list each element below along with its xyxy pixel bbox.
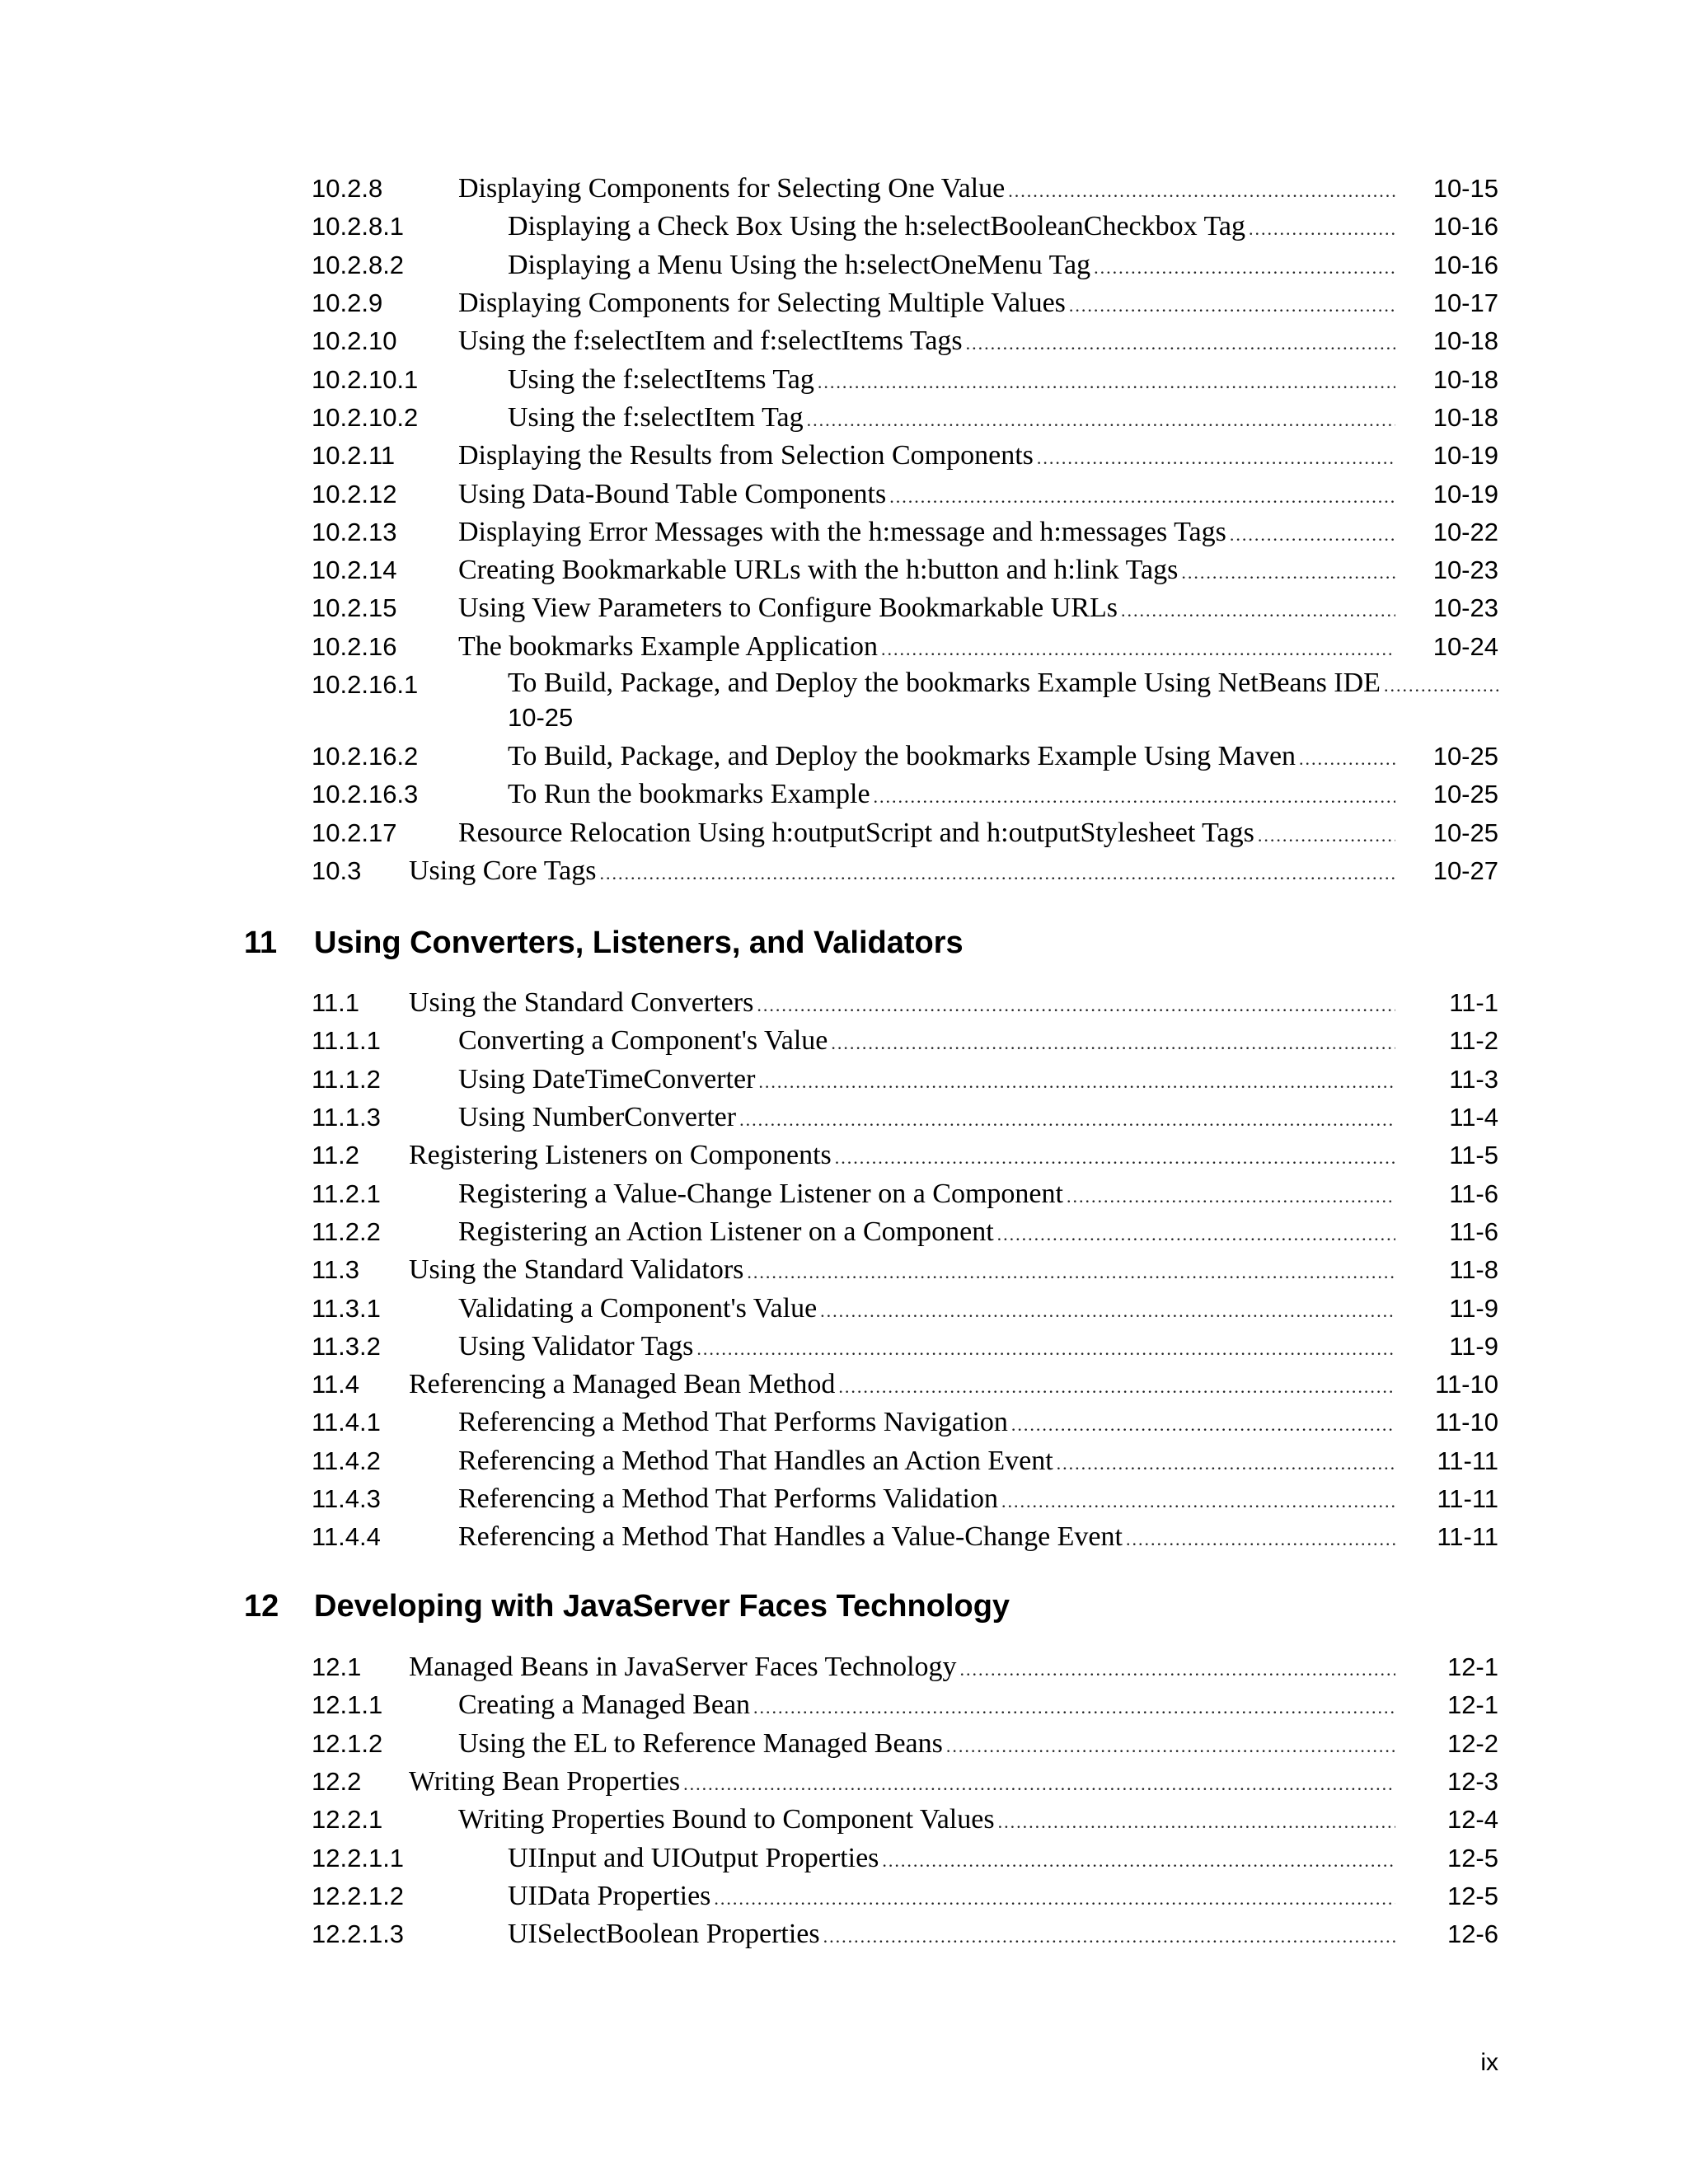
dot-leader [1001,1491,1395,1512]
toc-entry-number: 11.3.1 [312,1293,381,1323]
dot-leader [1121,600,1395,621]
toc-entry-number: 12.2.1.1 [312,1843,405,1872]
toc-entry-title: UISelectBoolean Properties [508,1919,820,1950]
chapter-title: Using Converters, Listeners, and Validators [314,926,964,960]
toc-entry-page: 11-11 [1437,1484,1498,1513]
dot-leader [1249,218,1395,240]
dot-leader [997,1224,1395,1245]
dot-leader [714,1888,1395,1910]
toc-entry-page: 11-10 [1435,1408,1498,1437]
toc-entry-title: Creating a Managed Bean [458,1690,751,1721]
toc-entry[interactable] [312,666,1498,738]
toc-entry-page: 10-24 [1432,631,1498,661]
toc-entry-number: 12.2.1.2 [312,1881,405,1910]
toc-entry-title: Referencing a Method That Performs Validation [458,1483,998,1514]
toc-entry-number: 11.2 [312,1141,360,1170]
dot-leader [1258,825,1395,846]
toc-entry[interactable] [312,1915,1498,1953]
toc-entry-page: 11-5 [1449,1141,1498,1170]
dot-leader [831,1033,1395,1054]
toc-entry-number: 10.2.8 [312,174,383,204]
chapter-number: 12 [244,1589,279,1624]
toc-entry-page: 10-25 [1432,780,1498,809]
dot-leader [835,1147,1395,1169]
dot-leader [1008,180,1395,202]
dot-leader [757,995,1395,1016]
toc-entry-page: 11-3 [1449,1064,1498,1094]
toc-entry[interactable] [312,1648,1498,1686]
toc-entry-page: 10-18 [1432,402,1498,432]
dot-leader [946,1736,1395,1757]
toc-entry[interactable] [312,208,1498,246]
toc-entry-title: Using the f:selectItem and f:selectItems Tags [458,326,963,357]
toc-entry-title: Using Validator Tags [458,1330,694,1361]
toc-entry-title: Using Data-Bound Table Components [458,478,887,509]
toc-entry-page: 11-1 [1449,988,1498,1018]
toc-entry[interactable] [312,984,1498,1022]
dot-leader [747,1262,1395,1283]
dot-leader [838,1376,1395,1398]
toc-entry[interactable] [312,1099,1498,1137]
toc-entry-title: Using NumberConverter [458,1102,737,1133]
toc-entry-title: Displaying Components for Selecting One Value [458,173,1006,204]
dot-leader [1037,448,1395,469]
toc-entry-number: 11.4.2 [312,1446,381,1475]
toc-entry-title: UIInput and UIOutput Properties [508,1842,879,1873]
toc-entry-page: 11-11 [1437,1522,1498,1552]
toc-entry-title: Referencing a Method That Handles an Action Event [458,1445,1053,1476]
toc-entry[interactable] [312,776,1498,813]
toc-entry-number: 10.2.8.1 [312,212,405,241]
dot-leader [758,1071,1395,1093]
toc-entry[interactable] [312,1366,1498,1404]
toc-entry-number: 11.4.3 [312,1484,381,1513]
dot-leader [966,333,1395,354]
toc-entry-title: Displaying Components for Selecting Multiple Values [458,288,1066,319]
toc-entry-number: 10.2.10 [312,326,397,356]
toc-entry-page: 10-16 [1432,212,1498,241]
toc-entry-number: 10.2.16.3 [312,780,419,809]
toc-entry-page: 12-5 [1447,1881,1498,1910]
toc-entry-page: 10-23 [1432,593,1498,623]
toc-entry[interactable] [312,589,1498,627]
toc-entry-title: Displaying the Results from Selection Components [458,440,1034,471]
toc-entry-page: 11-2 [1449,1026,1498,1056]
dot-leader [807,410,1395,431]
dot-leader [882,1850,1395,1872]
toc-entry[interactable] [312,1174,1498,1212]
toc-entry-page: 10-25 [1432,818,1498,847]
toc-entry-number: 10.2.15 [312,593,397,623]
toc-entry-title: Using the f:selectItem Tag [508,401,804,433]
toc-chapter-11 [312,984,1498,1556]
toc-entry-page: 10-18 [1432,326,1498,356]
dot-leader [696,1338,1395,1360]
toc-entry-title: To Build, Package, and Deploy the bookmarks Example Using Maven [508,741,1296,771]
toc-section-continued [312,170,1498,890]
dot-leader [998,1811,1395,1833]
toc-entry[interactable] [312,1213,1498,1251]
dot-leader [1230,524,1395,546]
toc-entry-title: Registering a Value-Change Listener on a Component [458,1178,1063,1209]
toc-entry-page: 11-8 [1449,1255,1498,1285]
chapter-heading [244,926,964,961]
toc-entry-title: Displaying a Menu Using the h:selectOneMenu Tag [508,249,1091,280]
toc-entry-title: Managed Beans in JavaServer Faces Technology [409,1652,957,1683]
toc-entry-page: 12-1 [1447,1690,1498,1720]
toc-entry-title: To Run the bookmarks Example [508,779,870,810]
toc-entry-number: 11.2.1 [312,1179,381,1208]
toc-entry-number: 11.1.3 [312,1103,381,1132]
dot-leader [739,1109,1395,1131]
toc-entry[interactable] [312,551,1498,589]
toc-entry-number: 11.1.1 [312,1026,381,1056]
toc-entry-title: Resource Relocation Using h:outputScript and h:outputStylesheet Tags [458,817,1254,848]
toc-entry-page: 10-15 [1432,174,1498,204]
toc-entry-page: 10-17 [1432,288,1498,318]
toc-entry-number: 10.2.17 [312,818,397,847]
toc-entry-number: 11.4.1 [312,1408,381,1437]
toc-entry-page: 11-10 [1435,1370,1498,1399]
toc-entry[interactable] [312,852,1498,890]
toc-entry[interactable] [312,813,1498,851]
toc-entry-page: 10-19 [1432,479,1498,509]
toc-entry[interactable] [312,1328,1498,1366]
toc-entry-number: 11.3 [312,1255,360,1285]
toc-entry-number: 10.2.11 [312,441,396,471]
dot-leader [1126,1529,1395,1550]
toc-entry-page: 10-25 [1432,742,1498,771]
toc-entry[interactable] [312,1801,1498,1839]
toc-entry-title: Using Core Tags [409,855,597,886]
dot-leader [1069,295,1395,316]
toc-entry[interactable] [312,170,1498,208]
dot-leader [683,1774,1395,1795]
toc-entry-title: Registering an Action Listener on a Component [458,1216,994,1247]
dot-leader [818,372,1395,393]
toc-entry[interactable] [312,1404,1498,1441]
toc-entry[interactable] [312,360,1498,398]
toc-entry-page: 12-4 [1447,1805,1498,1835]
toc-entry[interactable] [312,1480,1498,1518]
toc-entry[interactable] [312,628,1498,666]
toc-entry-page: 10-19 [1432,441,1498,471]
toc-entry-page: 12-2 [1447,1728,1498,1758]
dot-leader [1181,562,1395,583]
toc-entry-number: 11.4 [312,1370,360,1399]
dot-leader [881,639,1395,660]
toc-entry-number: 10.2.8.2 [312,250,405,279]
toc-entry-page: 12-3 [1447,1767,1498,1797]
toc-entry-title: Referencing a Method That Handles a Value-Change Event [458,1521,1123,1553]
toc-entry[interactable] [312,1763,1498,1801]
toc-entry-number: 11.3.2 [312,1331,381,1361]
toc-entry[interactable] [312,1137,1498,1174]
toc-entry-page: 10-25 [508,702,574,732]
dot-leader [820,1301,1395,1322]
toc-entry-page: 10-23 [1432,555,1498,585]
toc-entry-title: Writing Properties Bound to Component Values [458,1804,995,1835]
toc-entry-number: 10.2.12 [312,479,397,509]
toc-entry-number: 10.2.16.2 [312,742,419,771]
toc-entry-title: Creating Bookmarkable URLs with the h:button and h:link Tags [458,555,1179,586]
toc-entry-number: 12.1.2 [312,1728,383,1758]
toc-entry[interactable] [312,1442,1498,1480]
dot-leader [1384,675,1498,696]
toc-entry[interactable] [312,1518,1498,1556]
toc-entry-title: Converting a Component's Value [458,1025,828,1057]
toc-entry-number: 10.2.10.2 [312,402,419,432]
toc-entry[interactable] [312,1289,1498,1327]
toc-entry-number: 11.4.4 [312,1522,381,1552]
toc-entry-title: Registering Listeners on Components [409,1140,832,1171]
toc-entry-number: 10.2.16 [312,631,397,661]
dot-leader [1057,1453,1395,1474]
toc-entry-title: Referencing a Managed Bean Method [409,1369,836,1400]
toc-entry-title: The bookmarks Example Application [458,630,878,662]
toc-entry-page: 11-11 [1437,1446,1498,1475]
dot-leader [960,1659,1395,1680]
toc-entry-page: 12-5 [1447,1843,1498,1872]
toc-entry-number: 12.2.1 [312,1805,383,1835]
toc-entry-page: 10-18 [1432,364,1498,394]
toc-chapter-12 [312,1648,1498,1953]
toc-entry-page: 10-27 [1432,855,1498,885]
toc-entry[interactable] [312,322,1498,360]
toc-entry[interactable] [312,738,1498,776]
toc-entry-title: Using DateTimeConverter [458,1063,756,1094]
toc-entry-page: 11-6 [1449,1216,1498,1246]
toc-entry-title: Writing Bean Properties [409,1766,681,1797]
toc-entry-page: 11-4 [1449,1103,1498,1132]
page-folio: ix [1480,2049,1498,2076]
toc-entry-number: 10.2.13 [312,517,397,546]
toc-entry-page: 12-1 [1447,1652,1498,1682]
toc-entry[interactable] [312,1061,1498,1099]
toc-entry-number: 10.2.14 [312,555,397,585]
toc-entry-title: Using the Standard Validators [409,1254,744,1286]
chapter-number: 11 [244,926,278,960]
toc-entry-page: 11-9 [1449,1293,1498,1323]
toc-entry-number: 10.2.9 [312,288,383,318]
toc-entry-title: Using View Parameters to Configure Bookmarkable URLs [458,593,1118,624]
toc-entry[interactable] [312,399,1498,437]
dot-leader [1299,748,1395,770]
toc-entry-page: 11-6 [1449,1179,1498,1208]
toc-entry-title: UIData Properties [508,1880,711,1911]
toc-entry-title: To Build, Package, and Deploy the bookmarks Example Using NetBeans IDE [508,667,1381,698]
chapter-heading [244,1589,1010,1624]
toc-entry[interactable] [312,284,1498,322]
toc-entry-title: Using the f:selectItems Tag [508,363,814,395]
toc-entry[interactable] [312,1686,1498,1724]
toc-entry-title: Displaying Error Messages with the h:message and h:messages Tags [458,516,1226,547]
toc-entry-title: Displaying a Check Box Using the h:selectBooleanCheckbox Tag [508,211,1245,242]
toc-entry[interactable] [312,513,1498,551]
toc-entry-page: 10-16 [1432,250,1498,279]
dot-leader [823,1926,1395,1947]
toc-entry-title: Referencing a Method That Performs Navigation [458,1407,1008,1438]
toc-entry-number: 10.2.16.1 [312,669,419,699]
toc-entry-title: Validating a Component's Value [458,1292,818,1324]
dot-leader [1011,1414,1395,1436]
toc-entry-page: 12-6 [1447,1919,1498,1949]
toc-entry[interactable] [312,475,1498,513]
dot-leader [1067,1186,1395,1207]
chapter-title: Developing with JavaServer Faces Technology [314,1589,1010,1624]
toc-entry-number: 12.1.1 [312,1690,383,1720]
toc-entry-number: 12.1 [312,1652,362,1682]
toc-entry[interactable] [312,246,1498,284]
toc-entry-page: 10-22 [1432,517,1498,546]
dot-leader [599,863,1395,884]
toc-entry-page: 11-9 [1449,1331,1498,1361]
toc-entry-number: 10.3 [312,855,362,885]
toc-entry-number: 12.2 [312,1767,362,1797]
toc-entry-title: Using the EL to Reference Managed Beans [458,1727,943,1759]
toc-entry-number: 12.2.1.3 [312,1919,405,1949]
toc-entry[interactable] [312,1839,1498,1877]
dot-leader [889,486,1395,508]
toc-entry-number: 11.1 [312,988,360,1018]
dot-leader [1094,257,1395,279]
toc-entry-number: 11.2.2 [312,1216,381,1246]
toc-entry[interactable] [312,437,1498,475]
dot-leader [753,1697,1395,1718]
toc-entry-title: Using the Standard Converters [409,987,754,1019]
toc-entry-number: 10.2.10.1 [312,364,419,394]
toc-entry[interactable] [312,1022,1498,1060]
dot-leader [874,786,1395,808]
toc-entry[interactable] [312,1877,1498,1915]
toc-entry[interactable] [312,1251,1498,1289]
toc-entry[interactable] [312,1725,1498,1763]
toc-entry-number: 11.1.2 [312,1064,381,1094]
